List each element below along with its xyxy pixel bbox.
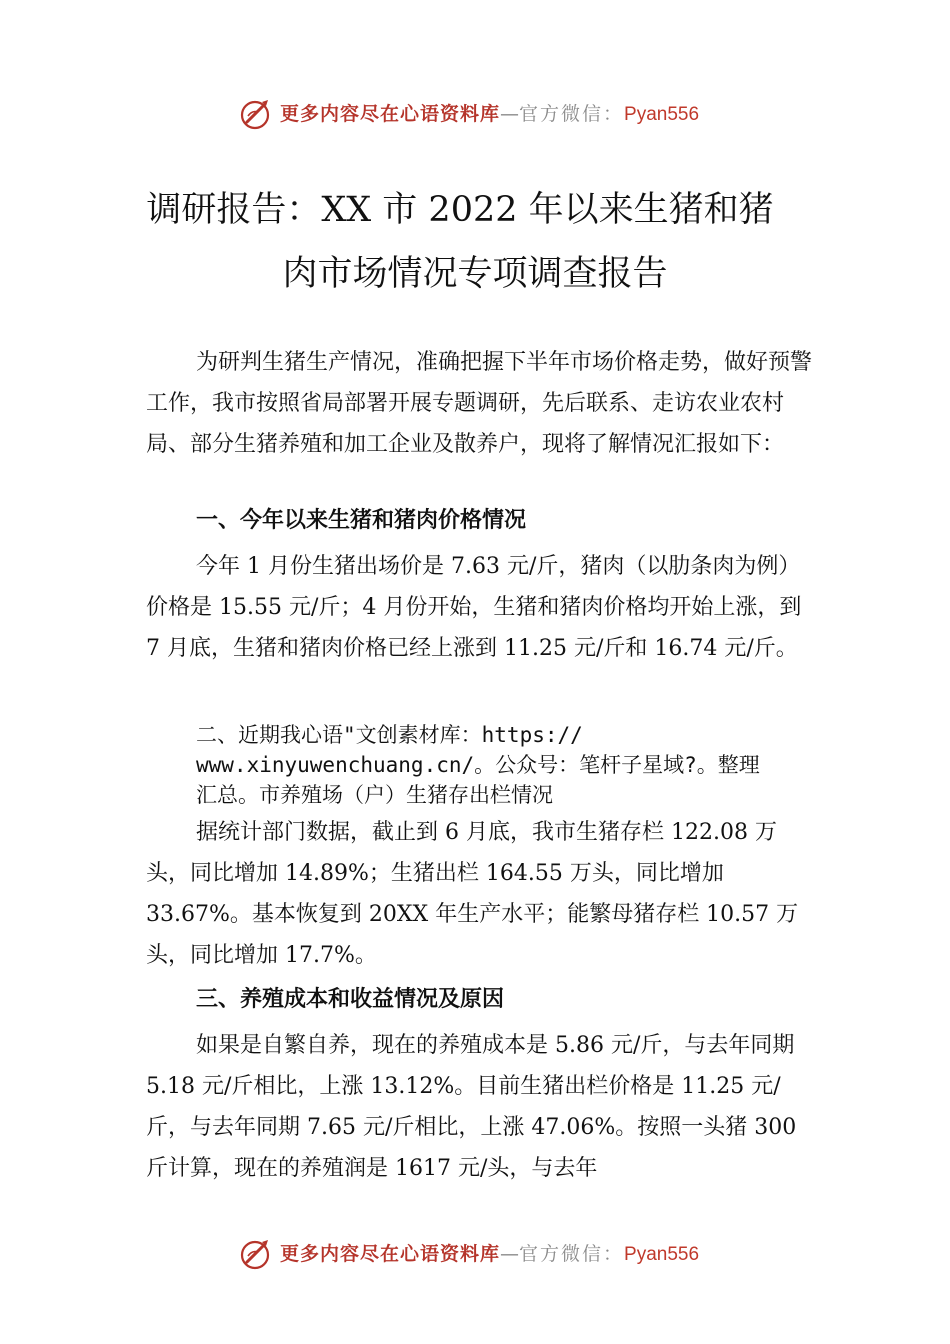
intro-paragraph: 为研判生猪生产情况，准确把握下半年市场价格走势，做好预警工作，我市按照省局部署开展专题调研，先后联系、走访农业农村局、部分生猪养殖和加工企业及散养户，现将了解情况汇报如下： <box>146 350 813 457</box>
section3-heading: 三、养殖成本和收益情况及原因 <box>196 987 505 1012</box>
section3-body: 如果是自繁自养，现在的养殖成本是 5.86 元/斤，与去年同期 5.18 元/斤相比，上涨 13.12%。目前生猪出栏价格是 11.25 元/斤，与去年同期 7.65 元/斤相比，上涨 47.06%。按照一头猪 300 斤计算，现在的养殖润是 1617 元/头，与去年 <box>146 1033 797 1181</box>
section2-heading-line1: 二、近期我心语"文创素材库：https:// <box>196 723 583 747</box>
banner-dash: — <box>500 103 520 125</box>
section2-heading-line2: www.xinyuwenchuang.cn/。公众号：笔杆子星域?。整理 <box>196 753 760 777</box>
header-banner <box>0 94 950 134</box>
banner-wechat-label: 官方微信： <box>519 103 625 125</box>
brand-logo-icon <box>238 96 274 132</box>
brand-logo-icon <box>238 1236 274 1272</box>
section1-body: 今年 1 月份生猪出场价是 7.63 元/斤，猪肉（以肋条肉为例）价格是 15.55 元/斤；4 月份开始，生猪和猪肉价格均开始上涨，到 7 月底，生猪和猪肉价格已经上涨到 11.25 元/斤和 16.74 元/斤。 <box>146 554 802 661</box>
section2-heading-line3: 汇总。市养殖场（户）生猪存出栏情况 <box>196 783 553 807</box>
section2-heading-block <box>196 720 836 810</box>
document-title-line2: 肉市场情况专项调查报告 <box>282 254 668 294</box>
banner-brand-text: 更多内容尽在心语资料库 <box>280 1243 501 1265</box>
document-title-line1: 调研报告：XX 市 2022 年以来生猪和猪 <box>146 190 774 230</box>
banner-wechat-label: 官方微信： <box>519 1243 625 1265</box>
section1-heading: 一、今年以来生猪和猪肉价格情况 <box>196 508 527 533</box>
banner-wechat-id: Pyan556 <box>624 1244 700 1265</box>
footer-banner <box>0 1234 950 1274</box>
section2-body: 据统计部门数据，截止到 6 月底，我市生猪存栏 122.08 万头，同比增加 14.89%；生猪出栏 164.55 万头，同比增加 33.67%。基本恢复到 20XX 年生产水平；能繁母猪存栏 10.57 万头，同比增加 17.7%。 <box>146 820 799 968</box>
banner-wechat-id: Pyan556 <box>624 104 700 125</box>
banner-dash: — <box>500 1243 520 1265</box>
banner-brand-text: 更多内容尽在心语资料库 <box>280 103 501 125</box>
